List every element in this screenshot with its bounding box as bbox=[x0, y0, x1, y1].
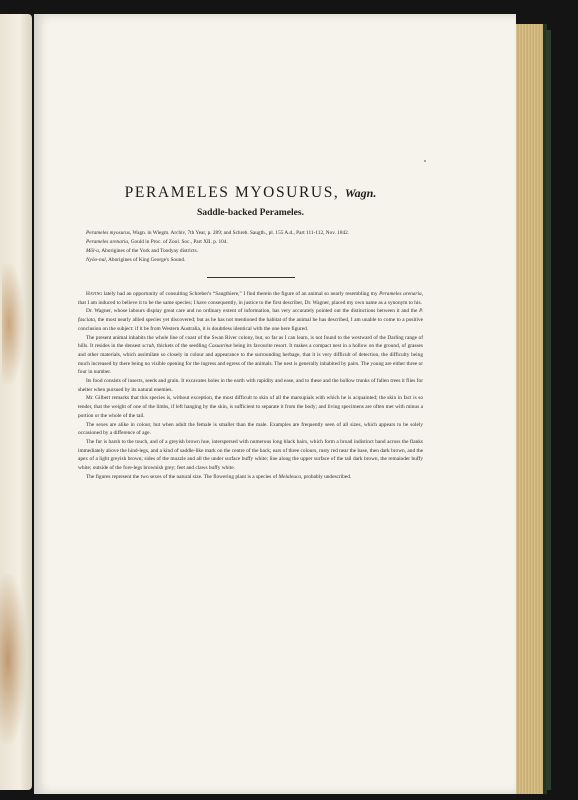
paragraph: Its food consists of insects, seeds and grain. It excavates holes in the earth with rapidity and ease, and to these and the hollow trunks of fallen trees it flies for shelter when pursued by its natural enemies. bbox=[78, 378, 423, 393]
paragraph: Dr. Wagner, whose labours display great care and no ordinary extent of information, has very accurately pointed out the distinctions between it and the P. fasciata, the most nearly allied species yet discovered; but as he has not mentioned the habitat of the animal he has described, I am unable to come to a positive conclusion on the subject: if it be from Western Australia, it is doubtless identical with the one here figured. bbox=[78, 308, 423, 332]
page-block-edge bbox=[516, 24, 546, 794]
synonym-entry: Perameles myosurus, Wagn. in Wiegm. Archiv, 7th Year, p. 289; and Schreb. Saugth., pl. 155 A.d., Part 111-112, Nov. 1842. bbox=[86, 230, 350, 236]
paragraph: The present animal inhabits the whole line of coast of the Swan River colony, but, so far as I can learn, is not found to the westward of the Darling range of hills. It resides in the densest scrub, thickets of the seedling Casuarinæ being its favourite resort. It makes a compact nest in a hollow on the ground, of grasses and other materials, which assimilate so closely in colour and appearance to the surrounding herbage, that it is very difficult of detection, the difficulty being much increased by there being no visible opening for the ingress and egress of the animals. The nest is generally inhabited by pairs. The young are either three or four in number. bbox=[78, 334, 424, 376]
paragraph: The fur is harsh to the touch, and of a greyish brown hue, interspersed with numerous long black hairs, which form a broad indistinct band across the flanks immediately above the hind-legs, and a kind of saddle-like mark on the centre of the back; ears of three colours, rusty red near the base, then dark brown, and the apex of a light greyish brown; sides of the muzzle and all the under surface buffy white; line along the upper surface of the tail dark brown, the remainder buffy white; outside of the fore-legs brownish grey; feet and claws buffy white. bbox=[78, 438, 423, 472]
facing-plate-illustration bbox=[0, 574, 26, 744]
species-name: PERAMELES MYOSURUS, bbox=[124, 184, 340, 201]
synonym-entry: Mōl-a, Aborigines of the York and Toodyay districts. bbox=[86, 248, 198, 254]
section-divider bbox=[207, 277, 295, 278]
paragraph: The figures represent the two sexes of the natural size. The flowering plant is a species of Melaleuca, probably undescribed. bbox=[86, 473, 352, 480]
page-text bbox=[78, 184, 423, 481]
left-page-edge bbox=[0, 14, 32, 790]
page-title bbox=[78, 184, 423, 202]
synonym-entry: Perameles arenaria, Gould in Proc. of Zool. Soc., Part XII. p. 104. bbox=[86, 239, 228, 245]
common-name: Saddle-backed Perameles. bbox=[196, 207, 305, 218]
paragraph: Mr. Gilbert remarks that this species is, without exception, the most difficult to skin of all the marsupials with which he is acquainted; the skin in fact is so tender, that the weight of one of the limbs, if left hanging by the skin, is sufficient to separate it from the body; and living specimens are often met with minus a portion or the whole of the tail. bbox=[78, 395, 423, 419]
body-text bbox=[78, 290, 423, 481]
species-authority: Wagn. bbox=[344, 186, 377, 200]
paragraph: The sexes are alike in colour, but when adult the female is smaller than the male. Examples are frequently seen of all sizes, which appears to be solely occasioned by a difference of age. bbox=[78, 421, 423, 437]
synonymy-list bbox=[78, 229, 423, 265]
facing-plate-illustration bbox=[2, 264, 24, 384]
paragraph: Having lately had an opportunity of consulting Schreber's “Saugthiere,” I find therein the figure of an animal so nearly resembling my Perameles arenaria, that I am induced to believe it to be the same species; I have consequently, in justice to the first describer, Dr. Wagner, placed my own name as a synonym to his. bbox=[78, 291, 423, 306]
book-cover bbox=[546, 30, 551, 790]
synonym-entry: Nyōo-nul, Aborigines of King George's Sound. bbox=[86, 257, 186, 263]
page-speck bbox=[424, 160, 426, 162]
